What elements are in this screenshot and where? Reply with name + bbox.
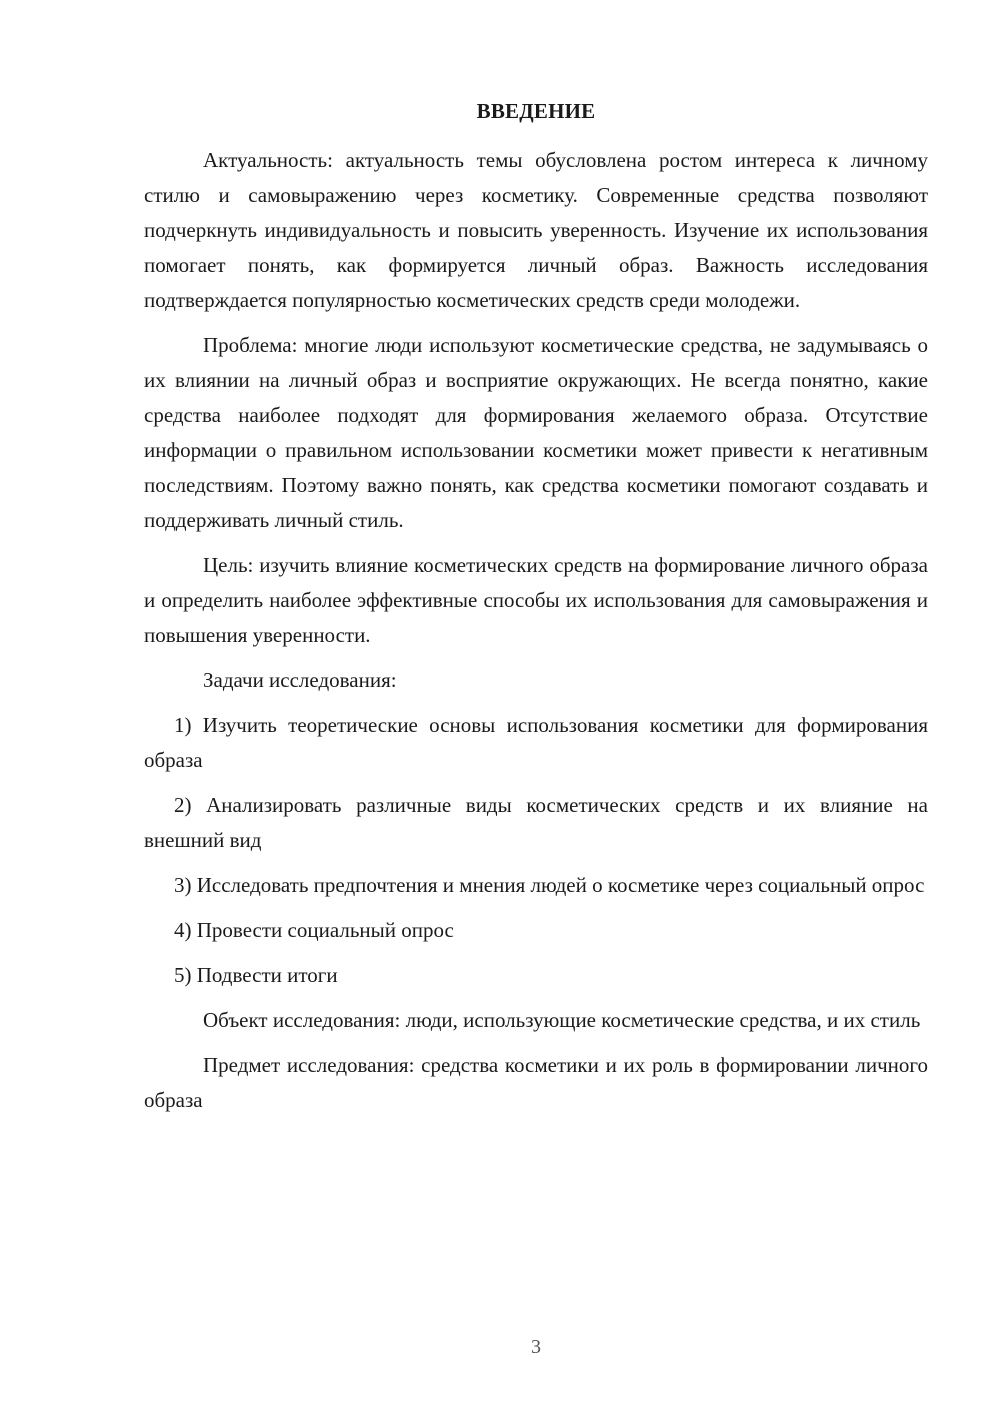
- task-item-3: 3) Исследовать предпочтения и мнения людей о косметике через социальный опрос: [174, 873, 925, 897]
- document-body: [144, 143, 928, 1128]
- goal-paragraph: Цель: изучить влияние косметических средств на формирование личного образа и определить наиболее эффективные способы их использования для самовыражения и повышения уверенности.: [144, 553, 928, 647]
- problem-paragraph: Проблема: многие люди используют косметические средства, не задумываясь о их влиянии на личный образ и восприятие окружающих. Не всегда понятно, какие средства наиболее подходят для формирования желаемого образа. Отсутствие информации о правильном использовании косметики может привести к негативным последствиям. Поэтому важно понять, как средства косметики помогают создавать и поддерживать личный стиль.: [144, 333, 928, 532]
- task-item-4: 4) Провести социальный опрос: [174, 918, 454, 942]
- task-item-2: 2) Анализировать различные виды косметических средств и их влияние на внешний вид: [144, 793, 928, 852]
- page-number: 3: [531, 1336, 541, 1358]
- subject-paragraph: Предмет исследования: средства косметики и их роль в формировании личного образа: [144, 1053, 928, 1112]
- tasks-heading: Задачи исследования:: [203, 668, 397, 692]
- tasks-list: [144, 708, 928, 993]
- task-item-1: 1) Изучить теоретические основы использования косметики для формирования образа: [144, 713, 928, 772]
- page-title: ВВЕДЕНИЕ: [476, 99, 596, 123]
- task-item-5: 5) Подвести итоги: [174, 963, 338, 987]
- object-paragraph: Объект исследования: люди, использующие косметические средства, и их стиль: [203, 1008, 921, 1032]
- relevance-paragraph: Актуальность: актуальность темы обусловлена ростом интереса к личному стилю и самовыражению через косметику. Современные средства позволяют подчеркнуть индивидуальность и повысить уверенность. Изучение их использования помогает понять, как формируется личный образ. Важность исследования подтверждается популярностью косметических средств среди молодежи.: [144, 148, 928, 312]
